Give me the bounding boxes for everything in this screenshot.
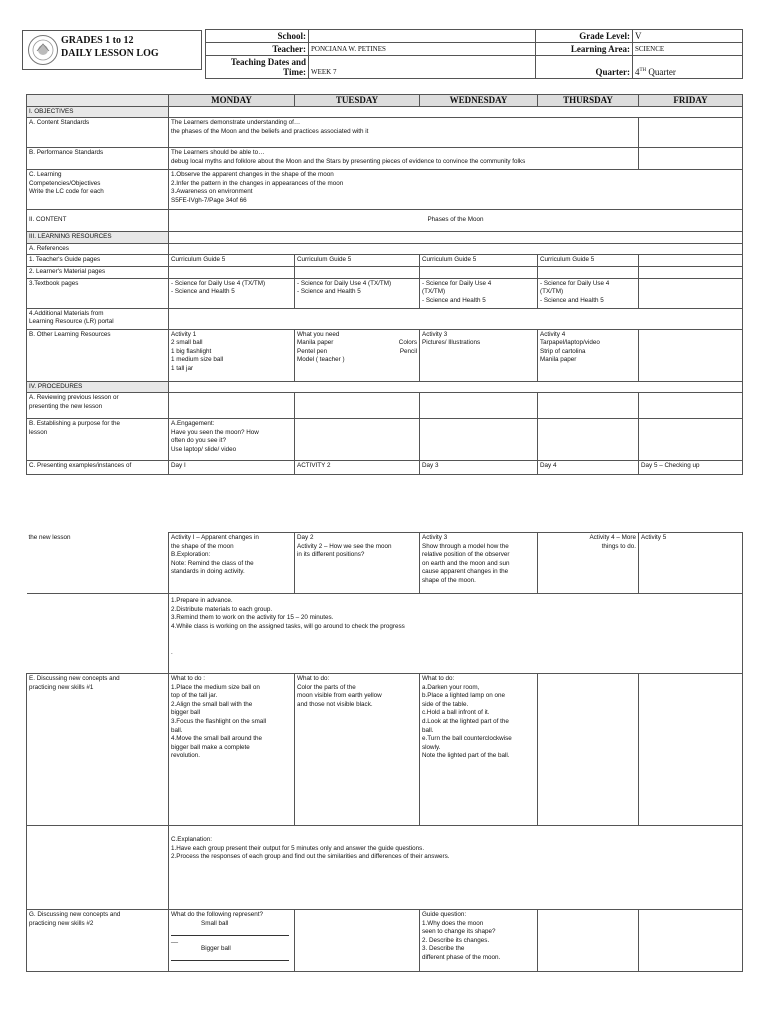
- day-friday: FRIDAY: [639, 95, 743, 107]
- logo-title-1: GRADES 1 to 12: [61, 35, 134, 46]
- discussing-1-fri[interactable]: [639, 674, 743, 826]
- what-you-need-heading: What you need: [297, 330, 340, 338]
- teacher-field[interactable]: PONCIANA W. PETINES: [309, 43, 536, 56]
- activity-wed[interactable]: Activity 3 Show through a model how the relative position of the observer on earth and the moon and sun cause apparent changes in the shape of the moon.: [420, 533, 538, 594]
- lesson-log-table-page-1: [26, 94, 743, 475]
- quarter-num: 4: [635, 67, 640, 77]
- day-wednesday: WEDNESDAY: [420, 95, 538, 107]
- school-label: School:: [206, 30, 309, 43]
- other-resources-thu[interactable]: Activity 4 Tarpapel/laptop/video Strip of cartolina Manila paper: [538, 329, 639, 381]
- area-field[interactable]: SCIENCE: [633, 43, 743, 56]
- presenting-wed[interactable]: Day 3: [420, 461, 538, 475]
- grade-label: Grade Level:: [536, 30, 633, 43]
- presenting-fri[interactable]: Day 5 – Checking up: [639, 461, 743, 475]
- learning-competencies-label: C. Learning Competencies/Objectives Write the LC code for each: [27, 170, 169, 210]
- textbook-tue[interactable]: - Science for Daily Use 4 (TX/TM) - Science and Health 5: [295, 278, 420, 308]
- teachers-guide-fri[interactable]: [639, 255, 743, 267]
- content-standards-friday[interactable]: [639, 118, 743, 148]
- other-resources-fri[interactable]: [639, 329, 743, 381]
- dates-label-1: Teaching Dates and: [230, 57, 306, 67]
- logo-title-2: DAILY LESSON LOG: [61, 48, 159, 59]
- explanation-left-blank: [27, 826, 169, 910]
- teachers-guide-thu[interactable]: Curriculum Guide 5: [538, 255, 639, 267]
- grade-field[interactable]: V: [633, 30, 743, 43]
- day-thursday: THURSDAY: [538, 95, 639, 107]
- presenting-thu[interactable]: Day 4: [538, 461, 639, 475]
- steps-cell[interactable]: [169, 594, 743, 674]
- purpose-wed[interactable]: [420, 419, 538, 461]
- learners-material-thu[interactable]: [538, 266, 639, 278]
- content-standards-text[interactable]: The Learners demonstrate understanding of… the phases of the Moon and the beliefs and practices associated with it: [169, 118, 639, 148]
- discussing-2-tue[interactable]: [295, 910, 420, 972]
- discussing-1-mon[interactable]: What to do : 1.Place the medium size ball on top of the tall jar. 2.Align the small ball with the bigger ball 3.Focus the flashlight on the small ball. 4.Move the small ball around the bigger ball make a complete revolution.: [169, 674, 295, 826]
- steps-text: 1.Prepare in advance. 2.Distribute materials to each group. 3.Remind them to work on the activity for 15 – 20 minutes. 4.While class is working on the assigned tasks, will go around to check the progress: [171, 597, 405, 630]
- new-lesson-label: the new lesson: [27, 533, 169, 594]
- material-item: Pentel pen: [297, 347, 328, 355]
- purpose-thu[interactable]: [538, 419, 639, 461]
- purpose-label: B. Establishing a purpose for the lesson: [27, 419, 169, 461]
- other-resources-mon[interactable]: Activity 1 2 small ball 1 big flashlight 1 medium size ball 1 tall jar: [169, 329, 295, 381]
- textbook-mon[interactable]: - Science for Daily Use 4 (TX/TM) - Science and Health 5: [169, 278, 295, 308]
- reviewing-thu[interactable]: [538, 393, 639, 419]
- represent-question: What do the following represent?: [171, 911, 264, 918]
- material-item: Manila paper: [297, 339, 334, 347]
- materials-row: [297, 348, 417, 357]
- purpose-fri[interactable]: [639, 419, 743, 461]
- activity-thu[interactable]: Activity 4 – More things to do.: [538, 533, 639, 594]
- objectives-cell[interactable]: [169, 106, 743, 118]
- day-monday: MONDAY: [169, 95, 295, 107]
- performance-standards-label: B. Performance Standards: [27, 148, 169, 170]
- quarter-field[interactable]: [633, 56, 743, 79]
- teachers-guide-tue[interactable]: Curriculum Guide 5: [295, 255, 420, 267]
- other-resources-label: B. Other Learning Resources: [27, 329, 169, 381]
- reviewing-wed[interactable]: [420, 393, 538, 419]
- additional-materials-label: 4.Additional Materials from Learning Resource (LR) portal: [27, 308, 169, 329]
- additional-materials-cell[interactable]: [169, 308, 743, 329]
- teachers-guide-mon[interactable]: Curriculum Guide 5: [169, 255, 295, 267]
- quarter-sup: TH: [639, 68, 647, 73]
- discussing-2-wed[interactable]: Guide question: 1.Why does the moon seen to change its shape? 2. Describe its changes. 3. Describe the different phase of the moon.: [420, 910, 538, 972]
- purpose-tue[interactable]: [295, 419, 420, 461]
- school-field[interactable]: [309, 30, 536, 43]
- steps-left-blank: [27, 594, 169, 674]
- discussing-2-thu[interactable]: [538, 910, 639, 972]
- answer-line-1[interactable]: [171, 928, 289, 936]
- corner-cell: [27, 95, 169, 107]
- learners-material-mon[interactable]: [169, 266, 295, 278]
- objectives-heading: I. OBJECTIVES: [27, 106, 169, 118]
- logo-box: [22, 30, 202, 70]
- dates-label-2: Time:: [283, 67, 306, 77]
- learning-competencies-text[interactable]: 1.Observe the apparent changes in the shape of the moon 2.Infer the pattern in the changes in appearances of the moon 3.Awareness on environment S5FE-IVgh-7/Page 34of 66: [169, 170, 743, 210]
- deped-seal-icon: [27, 34, 59, 66]
- textbook-thu[interactable]: - Science for Daily Use 4 (TX/TM) - Science and Health 5: [538, 278, 639, 308]
- reviewing-tue[interactable]: [295, 393, 420, 419]
- content-standards-label: A. Content Standards: [27, 118, 169, 148]
- bigger-ball-label: Bigger ball: [201, 944, 231, 952]
- presenting-mon[interactable]: Day I: [169, 461, 295, 475]
- dates-field[interactable]: WEEK 7: [309, 56, 536, 79]
- purpose-mon[interactable]: A.Engagement: Have you seen the moon? How often do you see it? Use laptop/ slide/ video: [169, 419, 295, 461]
- discussing-2-mon[interactable]: [169, 910, 295, 972]
- answer-dash: __: [171, 936, 179, 944]
- references-label: A. References: [27, 243, 169, 255]
- reviewing-mon[interactable]: [169, 393, 295, 419]
- dates-label: [206, 56, 309, 79]
- explanation-text[interactable]: C.Explanation: 1.Have each group present their output for 5 minutes only and answer the guide questions. 2.Process the responses of each group and find out the similarities and differences of their answers.: [169, 826, 743, 910]
- textbook-label: 3.Textbook pages: [27, 278, 169, 308]
- activity-tue[interactable]: Day 2 Activity 2 – How we see the moon in its different positions?: [295, 533, 420, 594]
- discussing-2-fri[interactable]: [639, 910, 743, 972]
- content-text[interactable]: Phases of the Moon: [169, 210, 743, 232]
- materials-row: [297, 339, 417, 348]
- reviewing-fri[interactable]: [639, 393, 743, 419]
- teacher-label: Teacher:: [206, 43, 309, 56]
- discussing-2-label: G. Discussing new concepts and practicing new skills #2: [27, 910, 169, 972]
- steps-dot: .: [171, 649, 173, 657]
- quarter-word: Quarter: [646, 67, 676, 77]
- material-item: Model ( teacher ): [297, 356, 345, 364]
- content-label: II. CONTENT: [27, 210, 169, 232]
- teachers-guide-label: 1. Teacher's Guide pages: [27, 255, 169, 267]
- learning-resources-heading: III. LEARNING RESOURCES: [27, 232, 169, 244]
- lesson-log-table-page-2: [26, 532, 743, 972]
- learners-material-tue[interactable]: [295, 266, 420, 278]
- learning-resources-cell: [169, 232, 743, 244]
- references-cell: [169, 243, 743, 255]
- activity-fri[interactable]: Activity 5: [639, 533, 743, 594]
- performance-standards-text[interactable]: The Learners should be able to… debug local myths and folklore about the Moon and the Stars by presenting pieces of evidence to convince the community folks: [169, 148, 639, 170]
- learners-material-label: 2. Learner's Material pages: [27, 266, 169, 278]
- procedures-cell: [169, 381, 743, 393]
- discussing-1-label: E. Discussing new concepts and practicing new skills #1: [27, 674, 169, 826]
- presenting-label: C. Presenting examples/instances of: [27, 461, 169, 475]
- discussing-1-thu[interactable]: [538, 674, 639, 826]
- activity-mon[interactable]: Activity I – Apparent changes in the shape of the moon B.Exploration: Note: Remind the class of the standards in doing activity.: [169, 533, 295, 594]
- area-label: Learning Area:: [536, 43, 633, 56]
- quarter-label: Quarter:: [536, 56, 633, 79]
- procedures-heading: IV. PROCEDURES: [27, 381, 169, 393]
- teachers-guide-wed[interactable]: Curriculum Guide 5: [420, 255, 538, 267]
- discussing-1-wed[interactable]: What to do: a.Darken your room, b.Place a lighted lamp on one side of the table. c.Hold a ball infront of it. d.Look at the lighted part of the ball. e.Turn the ball counterclockwise slowly. Note the lighted part of the ball.: [420, 674, 538, 826]
- learners-material-wed[interactable]: [420, 266, 538, 278]
- other-resources-wed[interactable]: Activity 3 Pictures/ Illustrations: [420, 329, 538, 381]
- textbook-fri[interactable]: [639, 278, 743, 308]
- presenting-tue[interactable]: ACTIVITY 2: [295, 461, 420, 475]
- discussing-1-tue[interactable]: What to do: Color the parts of the moon visible from earth yellow and those not visible black.: [295, 674, 420, 826]
- reviewing-label: A. Reviewing previous lesson or presenting the new lesson: [27, 393, 169, 419]
- material-item: Colors: [398, 339, 417, 347]
- textbook-wed[interactable]: - Science for Daily Use 4 (TX/TM) - Science and Health 5: [420, 278, 538, 308]
- day-tuesday: TUESDAY: [295, 95, 420, 107]
- materials-row: [297, 356, 417, 365]
- header-info-table: [205, 29, 743, 79]
- small-ball-label: Small ball: [201, 919, 229, 927]
- learners-material-fri[interactable]: [639, 266, 743, 278]
- material-item: Pencil: [399, 347, 417, 355]
- other-resources-tue[interactable]: [295, 329, 420, 381]
- answer-line-2[interactable]: [171, 953, 289, 961]
- performance-standards-friday[interactable]: [639, 148, 743, 170]
